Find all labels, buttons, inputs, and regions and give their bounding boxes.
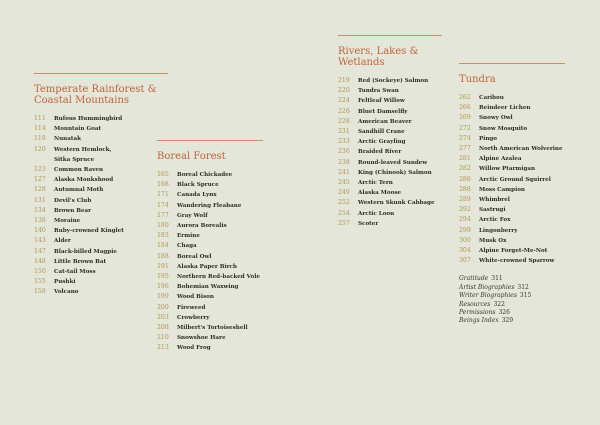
entry-title: Rufous Hummingbird	[54, 116, 123, 122]
page-number: 188	[157, 252, 169, 260]
toc-entry	[157, 190, 263, 200]
page-number: 231	[338, 128, 350, 136]
entry-title: Wandering Fleabane	[177, 202, 242, 209]
entry-title: Arctic Loon	[358, 210, 395, 217]
entry-title: Whimbrel	[479, 197, 510, 204]
toc-entry	[34, 114, 168, 124]
page-number: 184	[157, 242, 169, 250]
toc-entry	[459, 236, 565, 246]
toc-entry	[459, 205, 565, 215]
entry-title: White-crowned Sparrow	[479, 258, 555, 265]
entry-title: Musk Ox	[479, 237, 507, 244]
entry-title: Snowshoe Hare	[177, 335, 226, 342]
entry-title: Alder	[54, 238, 71, 245]
section-rule	[157, 140, 263, 141]
entry-title: Alaska Paper Birch	[177, 263, 238, 270]
toc-entry	[157, 241, 263, 251]
toc-entry	[34, 247, 168, 257]
page-number: 286	[459, 175, 471, 183]
page-number: 254	[338, 209, 350, 217]
entry-title: Ruby-crowned Kinglet	[54, 228, 124, 235]
page-number: 210	[157, 334, 169, 342]
toc-entry	[34, 267, 168, 277]
backmatter-entry	[459, 275, 565, 283]
entry-title: Wood Bison	[177, 294, 214, 301]
page-number: 180	[157, 222, 169, 230]
entry-title: Mountain Goat	[54, 126, 102, 133]
toc-entry	[459, 134, 565, 144]
page-number: 249	[338, 189, 350, 197]
page-number: 288	[459, 185, 471, 193]
page-number: 203	[157, 313, 169, 321]
page-number: 224	[338, 97, 350, 105]
toc-entry	[338, 107, 442, 117]
page-number: 150	[34, 268, 46, 276]
entry-title: Bluet Damselfly	[358, 108, 408, 115]
section-title: Rivers, Lakes & Wetlands	[338, 46, 419, 68]
toc-entry	[459, 144, 565, 154]
page-number: 292	[459, 206, 471, 214]
page-number: 300	[459, 236, 471, 244]
page-number: 315	[519, 292, 532, 300]
page-number: 155	[34, 278, 46, 286]
entry-title: Black Spruce	[177, 182, 219, 189]
toc-entry	[157, 303, 263, 313]
backmatter-title: Permissions	[459, 309, 496, 317]
toc-entry	[338, 76, 442, 86]
toc-entry	[459, 256, 565, 266]
section-rule	[459, 63, 565, 64]
entry-title: Milbert's Tortoiseshell	[177, 325, 248, 332]
page-number: 252	[338, 199, 350, 207]
page-number: 191	[157, 262, 169, 270]
entry-title: Scoter	[358, 220, 379, 227]
toc-entry	[34, 155, 168, 165]
entry-list	[459, 93, 565, 266]
page-number: 213	[157, 344, 169, 352]
entry-title: Caribou	[479, 95, 504, 101]
toc-entry	[34, 206, 168, 216]
entry-title: Alaska Moose	[358, 190, 402, 197]
page-number: 241	[338, 168, 350, 176]
toc-entry	[157, 221, 263, 231]
backmatter-entry	[459, 309, 565, 317]
toc-entry	[459, 246, 565, 256]
toc-entry	[338, 158, 442, 168]
entry-title: Arctic Grayling	[358, 139, 406, 146]
toc-entry	[157, 262, 263, 272]
entry-title: Black-billed Magpie	[54, 248, 117, 255]
page-number: 233	[338, 138, 350, 146]
entry-title: Arctic Tern	[358, 180, 393, 187]
entry-title: Pushki	[54, 279, 76, 286]
page-number: 238	[338, 158, 350, 166]
toc-entry	[34, 226, 168, 236]
page-number: 138	[34, 217, 46, 225]
entry-title: Gray Wolf	[177, 212, 208, 219]
entry-title: Aurora Borealis	[177, 223, 227, 230]
backmatter-entry	[459, 317, 565, 325]
entry-title: Western Hemlock,	[54, 146, 112, 153]
page-number: 326	[498, 309, 510, 317]
page-number: 111	[34, 115, 46, 122]
page-number: 196	[157, 283, 169, 291]
page-number: 120	[34, 145, 46, 153]
page-number: 236	[338, 148, 350, 156]
entry-title: Fireweed	[177, 304, 206, 311]
toc-entry	[157, 252, 263, 262]
entry-title: Chaga	[177, 243, 197, 250]
entry-list	[338, 76, 442, 229]
toc-entry	[157, 313, 263, 323]
section-title: Boreal Forest	[157, 151, 226, 162]
toc-entry	[34, 196, 168, 206]
section-temperate-rainforest	[34, 73, 168, 298]
page-number: 118	[34, 135, 46, 143]
page-number: 148	[34, 257, 46, 265]
toc-entry	[338, 178, 442, 188]
page-number: 289	[459, 196, 471, 204]
page-number: 183	[157, 232, 169, 240]
entry-title: Little Brown Bat	[54, 258, 107, 265]
entry-title: Sitka Spruce	[54, 156, 95, 163]
page-number: 299	[459, 226, 471, 234]
backmatter-title: Beings Index	[459, 317, 499, 325]
backmatter-entry	[459, 301, 565, 309]
entry-title: Tundra Swan	[358, 88, 399, 95]
entry-title: Willow Ptarmigan	[479, 166, 536, 173]
toc-entry	[459, 164, 565, 174]
entry-title: Western Skunk Cabbage	[358, 200, 435, 207]
toc-entry	[338, 117, 442, 127]
entry-title: Alaska Monkshood	[54, 177, 114, 184]
toc-entry	[459, 215, 565, 225]
toc-entry	[459, 113, 565, 123]
toc-entry	[459, 103, 565, 113]
toc-entry	[459, 154, 565, 164]
toc-entry	[157, 333, 263, 343]
toc-entry	[459, 185, 565, 195]
entry-title: Alpine Forget-Me-Not	[479, 248, 548, 255]
entry-title: Northern Red-backed Vole	[177, 274, 260, 281]
page-number: 282	[459, 165, 471, 173]
toc-entry	[459, 93, 565, 103]
toc-entry	[157, 282, 263, 292]
entry-title: Feltleaf Willow	[358, 98, 405, 105]
toc-entry	[34, 257, 168, 267]
entry-title: Nunatak	[54, 136, 81, 143]
page-number: 307	[459, 257, 471, 265]
entry-title: Canada Lynx	[177, 192, 217, 199]
page-number: 128	[34, 186, 46, 194]
entry-title: Pingo	[479, 135, 498, 142]
toc-entry	[157, 201, 263, 211]
entry-title: Boreal Owl	[177, 253, 212, 260]
page-number: 177	[157, 211, 169, 219]
page-number: 220	[338, 87, 350, 95]
toc-entry	[34, 134, 168, 144]
page-number: 294	[459, 216, 471, 224]
toc-entry	[34, 277, 168, 287]
section-title: Temperate Rainforest & Coastal Mountains	[34, 84, 157, 106]
toc-entry	[459, 124, 565, 134]
page-number: 262	[459, 94, 471, 101]
toc-entry	[338, 137, 442, 147]
entry-title: Cat-tail Moss	[54, 269, 96, 276]
section-rivers-lakes-wetlands	[338, 35, 442, 229]
toc-entry	[338, 96, 442, 106]
page-number: 134	[34, 206, 46, 214]
page-number: 329	[501, 317, 514, 325]
backmatter-title: Resources	[459, 300, 491, 308]
page-number: 272	[459, 124, 471, 132]
entry-title: Volcano	[54, 289, 79, 296]
entry-title: Sandhill Crane	[358, 129, 405, 136]
toc-entry	[34, 145, 168, 155]
page-number: 322	[493, 300, 505, 308]
page-number: 199	[157, 293, 169, 301]
page-number: 245	[338, 179, 350, 187]
page-number: 266	[459, 104, 471, 112]
page-number: 269	[459, 114, 471, 122]
entry-title: North American Wolverine	[479, 146, 563, 153]
backmatter-title: Artist Biographies	[459, 283, 515, 291]
toc-entry	[338, 168, 442, 178]
toc-entry	[157, 180, 263, 190]
section-rule	[34, 73, 168, 74]
section-boreal-forest	[157, 140, 263, 354]
toc-entry	[338, 219, 442, 229]
toc-entry	[157, 170, 263, 180]
section-title: Tundra	[459, 74, 496, 85]
page-number: 114	[34, 125, 46, 133]
page-number: 311	[491, 275, 503, 283]
entry-title: Lingonberry	[479, 227, 518, 234]
page-number: 208	[157, 324, 169, 332]
entry-list	[157, 170, 263, 354]
page-number	[34, 155, 54, 165]
page-number: 277	[459, 145, 471, 153]
entry-title: Moss Campion	[479, 186, 525, 193]
entry-title: Wood Frog	[177, 345, 211, 352]
entry-list	[34, 114, 168, 298]
page-number: 131	[34, 196, 46, 204]
toc-entry	[157, 292, 263, 302]
toc-entry	[338, 147, 442, 157]
entry-title: Alpine Azalea	[479, 156, 522, 163]
backmatter-entry	[459, 284, 565, 292]
page-number: 127	[34, 176, 46, 184]
toc-entry	[338, 127, 442, 137]
toc-entry	[34, 124, 168, 134]
page-number: 228	[338, 117, 350, 125]
entry-title: American Beaver	[358, 118, 412, 125]
toc-entry	[34, 165, 168, 175]
page-number: 219	[338, 77, 350, 84]
page-number: 165	[157, 171, 169, 178]
page-number: 147	[34, 247, 46, 255]
toc-entry	[338, 198, 442, 208]
toc-entry	[34, 216, 168, 226]
entry-title: Round-leaved Sundew	[358, 159, 428, 166]
toc-entry	[157, 323, 263, 333]
toc-entry	[157, 211, 263, 221]
page-number: 257	[338, 219, 350, 227]
section-rule	[338, 35, 442, 36]
page-number: 158	[34, 288, 46, 296]
entry-title: Reindeer Lichen	[479, 105, 531, 112]
entry-title: Ermine	[177, 233, 200, 240]
toc-entry	[157, 343, 263, 353]
backmatter-title: Writer Biographies	[459, 292, 517, 300]
entry-title: Bohemian Waxwing	[177, 284, 239, 291]
entry-title: Brown Bear	[54, 207, 92, 214]
entry-title: Red (Sockeye) Salmon	[358, 78, 429, 84]
page-number: 174	[157, 201, 169, 209]
entry-title: Common Raven	[54, 167, 104, 174]
toc-entry	[459, 175, 565, 185]
page-number: 312	[517, 283, 529, 291]
toc-entry	[338, 209, 442, 219]
entry-title: King (Chinook) Salmon	[358, 169, 432, 176]
page-number: 274	[459, 134, 471, 142]
entry-title: Snowy Owl	[479, 115, 513, 122]
entry-title: Boreal Chickadee	[177, 172, 233, 178]
entry-title: Arctic Ground Squirrel	[479, 176, 551, 183]
page-number: 226	[338, 107, 350, 115]
entry-title: Autumnal Moth	[54, 187, 104, 194]
entry-title: Crowberry	[177, 314, 210, 321]
entry-title: Arctic Fox	[479, 217, 511, 224]
page-number: 171	[157, 191, 169, 199]
page-number: 195	[157, 273, 169, 281]
toc-entry	[157, 231, 263, 241]
toc-entry	[34, 236, 168, 246]
page-number: 140	[34, 227, 46, 235]
toc-entry	[34, 185, 168, 195]
page-number: 200	[157, 303, 169, 311]
entry-title: Braided River	[358, 149, 402, 156]
page-number: 304	[459, 247, 471, 255]
page-number: 281	[459, 155, 471, 163]
entry-title: Devil's Club	[54, 197, 92, 204]
toc-entry	[459, 226, 565, 236]
entry-title: Sastrugi	[479, 207, 506, 214]
backmatter-list	[459, 275, 565, 325]
toc-entry	[459, 195, 565, 205]
toc-entry	[34, 287, 168, 297]
page-number: 143	[34, 237, 46, 245]
section-tundra	[459, 63, 565, 326]
entry-title: Moraine	[54, 218, 81, 225]
toc-entry	[338, 86, 442, 96]
backmatter-entry	[459, 292, 565, 300]
toc-entry	[157, 272, 263, 282]
backmatter-title: Gratitude	[459, 275, 489, 283]
toc-entry	[338, 188, 442, 198]
toc-entry	[34, 175, 168, 185]
entry-title: Snow Mosquito	[479, 125, 528, 132]
page-number: 168	[157, 181, 169, 189]
page-number: 123	[34, 166, 46, 174]
